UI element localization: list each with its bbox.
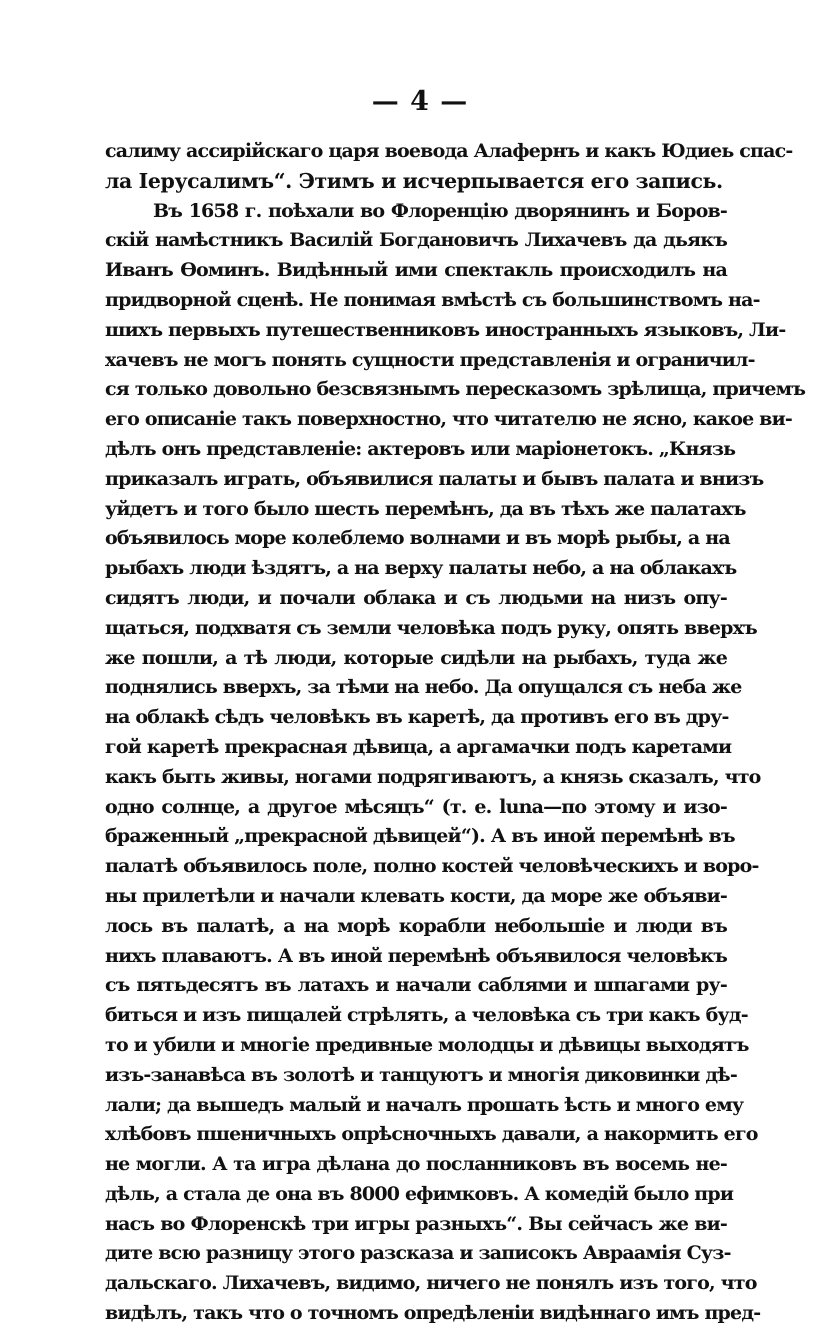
text-line: гой каретѣ прекрасная дѣвица, а аргамачки подъ каретами [105, 735, 732, 758]
text-line: ны прилетѣли и начали клевать кости, да море же объяви- [105, 884, 727, 907]
text-line: салиму ассирійскаго царя воевода Алафернъ и какъ Юдиеь спас- [105, 140, 793, 162]
text-line: лось въ палатѣ, а на морѣ корабли небольшіе и люди въ [105, 914, 727, 937]
body-text [105, 137, 806, 1329]
text-line: шихъ первыхъ путешественниковъ иностранныхъ языковъ, Ли- [105, 318, 786, 341]
text-line: поднялись вверхъ, за тѣми на небо. Да опущался съ неба же [105, 676, 742, 699]
text-line: его описаніе такъ поверхностно, что читателю не ясно, какое ви- [105, 408, 792, 431]
text-line: скій намѣстникъ Василій Богдановичъ Лихачевъ да дьякъ [105, 229, 727, 252]
text-line: Въ 1658 г. поѣхали во Флоренцію дворянинъ и Боров- [153, 199, 727, 222]
text-line: придворной сценѣ. Не понимая вмѣстѣ съ большинствомъ на- [105, 288, 760, 311]
text-line: лали; да вышедъ малый и началъ прошать ѣсть и много ему [105, 1093, 744, 1116]
text-line: же пошли, а тѣ люди, которые сидѣли на рыбахъ, туда же [105, 646, 727, 669]
text-line: биться и изъ пищалей стрѣлять, а человѣка съ три какъ буд- [105, 1004, 748, 1027]
text-line: рыбахъ люди ѣздятъ, а на верху палаты небо, а на облакахъ [105, 557, 737, 580]
text-line: дальскаго. Лихачевъ, видимо, ничего не понялъ изъ того, что [105, 1272, 757, 1295]
text-line: на облакѣ сѣдъ человѣкъ въ каретѣ, да противъ его въ дру- [105, 706, 729, 729]
text-line: браженный „прекрасной дѣвицей“). А въ иной перемѣнѣ въ [105, 825, 735, 848]
text-line: сидятъ люди, и почали облака и съ людьми на низъ опу- [105, 586, 727, 609]
page-number: — 4 — [371, 86, 469, 117]
text-line: одно солнце, а другое мѣсяцъ“ (т. е. luna—по этому и изо- [105, 795, 727, 818]
text-line: видѣлъ, такъ что о точномъ опредѣленіи видѣннаго имъ пред- [105, 1302, 761, 1325]
text-line: объявилось море колеблемо волнами и въ морѣ рыбы, а на [105, 527, 730, 550]
text-line: съ пятьдесятъ въ латахъ и начали саблями и шпагами ру- [105, 974, 727, 997]
text-line: дѣлъ онъ представленіе: актеровъ или маріонетокъ. „Князь [105, 437, 736, 460]
text-line: нихъ плаваютъ. А въ иной перемѣнѣ объявилося человѣкъ [105, 944, 727, 967]
text-line: дите всю разницу этого разсказа и записокъ Авраамія Суз- [105, 1242, 731, 1265]
text-line: какъ быть живы, ногами подрягиваютъ, а князь сказалъ, что [105, 765, 761, 788]
text-line: насъ во Флоренскѣ три игры разныхъ“. Вы сейчасъ же ви- [105, 1212, 727, 1235]
text-line: ла Іерусалимъ“. Этимъ и исчерпывается его запись. [105, 168, 723, 193]
text-line: не могли. А та игра дѣлана до посланниковъ въ восемь не- [105, 1153, 727, 1176]
text-line: ся только довольно безсвязнымъ пересказомъ зрѣлища, причемъ [105, 378, 806, 401]
text-line: Иванъ Ѳоминъ. Видѣнный ими спектакль происходилъ на [105, 259, 727, 282]
text-line: приказалъ играть, объявилися палаты и бывъ палата и внизъ [105, 467, 764, 490]
text-line: уйдетъ и того было шесть перемѣнъ, да въ тѣхъ же палатахъ [105, 497, 746, 520]
text-line: дѣль, а стала де она въ 8000 ефимковъ. А комедій было при [105, 1182, 734, 1205]
text-line: изъ-занавѣса въ золотѣ и танцуютъ и многія диковинки дѣ- [105, 1063, 737, 1086]
text-line: щаться, подхватя съ земли человѣка подъ руку, опять вверхъ [105, 616, 757, 639]
text-line: палатѣ объявилось поле, полно костей человѣческихъ и воро- [105, 855, 759, 878]
text-line: то и убили и многіе предивные молодцы и дѣвицы выходятъ [105, 1033, 749, 1056]
text-line: хачевъ не могъ понять сущности представленія и ограничил- [105, 348, 755, 371]
text-line: хлѣбовъ пшеничныхъ опрѣсночныхъ давали, а накормить его [105, 1123, 758, 1146]
